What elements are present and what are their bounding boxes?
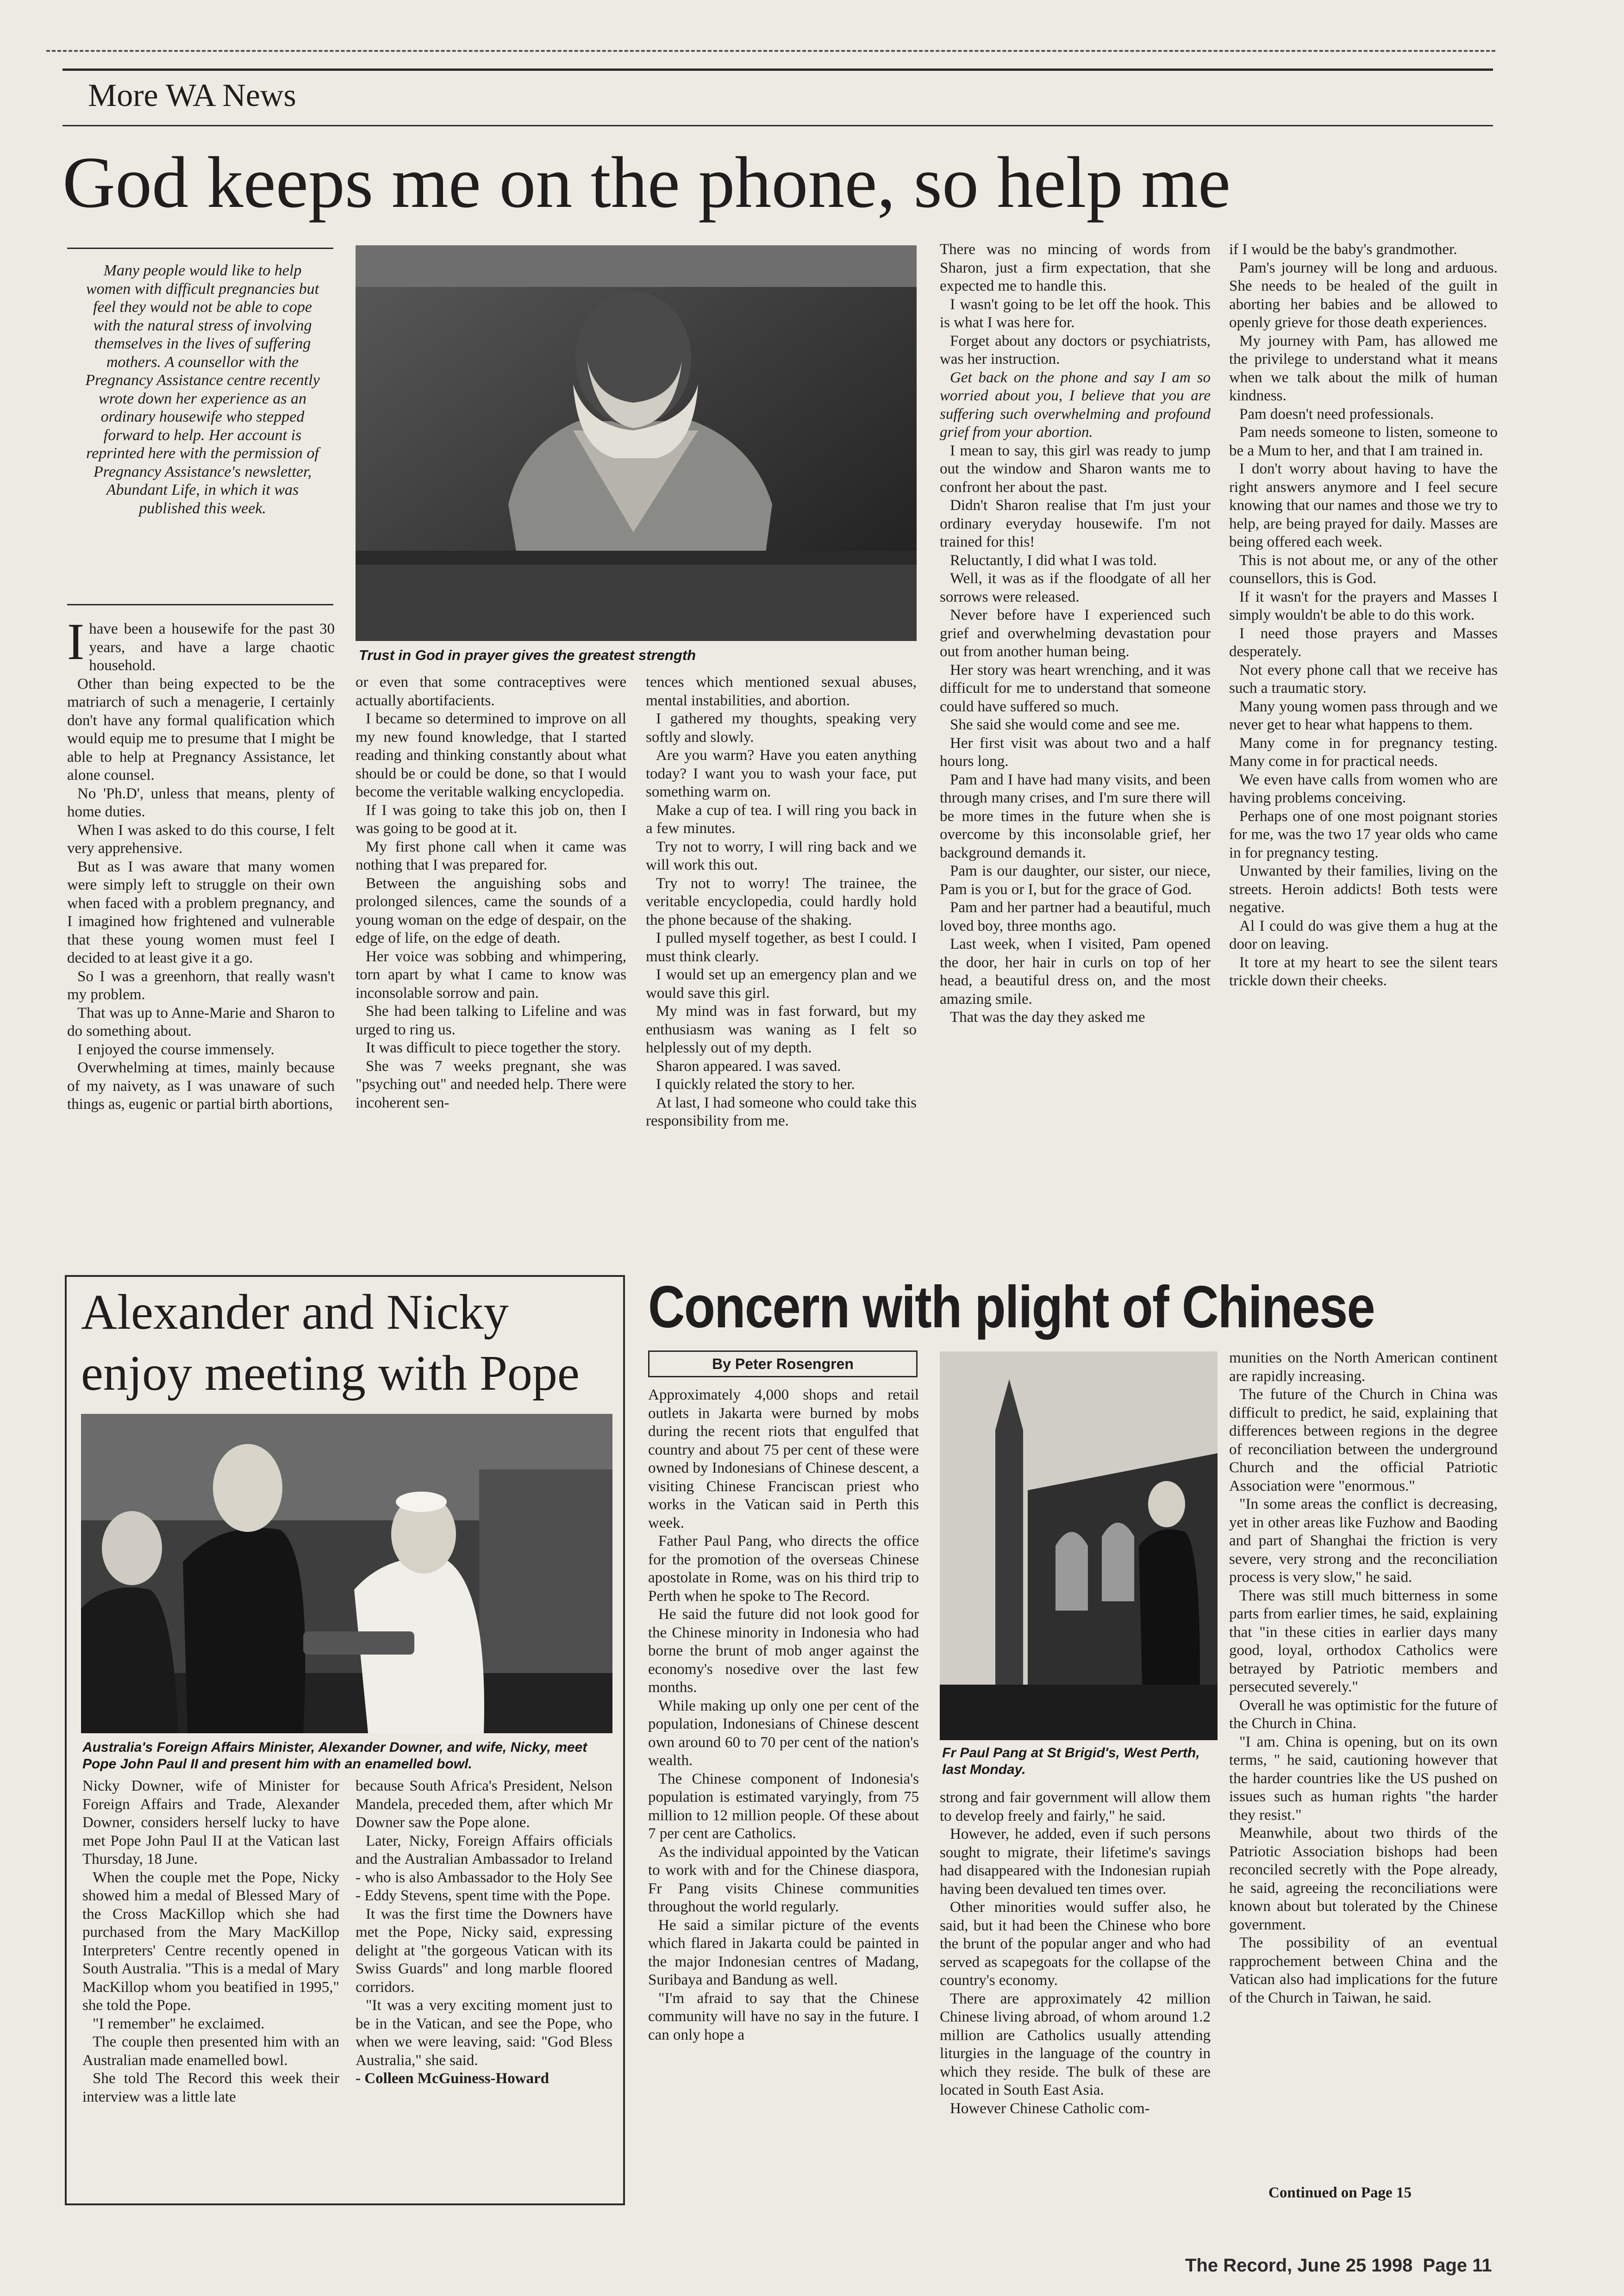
story1-col2-para: She had been talking to Lifeline and was urged to ring us. bbox=[356, 1003, 626, 1038]
story3-col3-para: There was still much bitterness in some parts from earlier times, he said, explaining that "in these cities in earlier days many good, loyal, orthodox Catholics were betrayed by Patriotic members and persecuted severely." bbox=[1229, 1587, 1498, 1695]
story2-col1-para: The couple then presented him with an Australian made enamelled bowl. bbox=[82, 2034, 339, 2069]
story3-column-1 bbox=[648, 1386, 919, 2205]
story1-intro: Many people would like to help women with difficult pregnancies but feel they would not be able to cope with the natural stress of involving themselves in the lives of suffering mothers. A counsellor with the Pregnancy Assistance centre recently wrote down her experience as an ordinary housewife who stepped forward to help. Her account is reprinted here with the permission of Pregnancy Assistance's newsletter, Abundant Life, in which it was published this week. bbox=[85, 262, 320, 517]
story1-col1-para: Overwhelming at times, mainly because of my naivety, as I was unaware of such things as, eugenic or partial birth abortions, bbox=[67, 1059, 335, 1113]
story1-col2-para: It was difficult to piece together the story. bbox=[366, 1039, 621, 1056]
top-dashed-rule bbox=[46, 50, 1495, 52]
story1-dropcap: I bbox=[67, 620, 85, 671]
story3-col2-para: There are approximately 42 million Chinese living abroad, of whom around 1.2 million are Catholics usually attending liturgies in the language of the country in which they reside. The bulk of these are located in South East Asia. bbox=[940, 1990, 1211, 2098]
pope-meeting-photo bbox=[81, 1414, 612, 1733]
story1-col1-para: But as I was aware that many women were simply left to struggle on their own when faced with a problem pregnancy, and I imagined how frightened and vulnerable that these young women must feel I decided to at least give it a go. bbox=[67, 858, 335, 966]
story1-headline: God keeps me on the phone, so help me bbox=[62, 142, 1231, 223]
story1-col3-para: Are you warm? Have you eaten anything today? I want you to wash your face, put something warm on. bbox=[646, 747, 917, 800]
story1-col2-para: Her voice was sobbing and whimpering, torn apart by what I came to know was inconsolable sorrow and pain. bbox=[356, 948, 626, 1002]
section-bottom-rule bbox=[62, 125, 1493, 126]
story3-column-2 bbox=[940, 1789, 1211, 2205]
continued-notice[interactable]: Continued on Page 15 bbox=[1268, 2184, 1412, 2201]
story1-col3-para: At last, I had someone who could take this responsibility from me. bbox=[646, 1094, 917, 1129]
story3-col3-para: Overall he was optimistic for the future of the Church in China. bbox=[1229, 1697, 1498, 1732]
story1-col1-para: That was up to Anne-Marie and Sharon to do something about. bbox=[67, 1004, 335, 1039]
story1-col1-para: have been a housewife for the past 30 years, and have a large chaotic household. bbox=[89, 621, 335, 674]
story1-col3-para: Sharon appeared. I was saved. bbox=[656, 1058, 841, 1075]
story1-col2-para: She was 7 weeks pregnant, she was "psyching out" and needed help. There were incoherent sen- bbox=[356, 1058, 626, 1111]
story2-col1-para: "I remember" he exclaimed. bbox=[93, 2015, 265, 2032]
story1-col3-para: I quickly related the story to her. bbox=[656, 1076, 855, 1093]
story1-col4-para: I wasn't going to be let off the hook. This is what I was here for. bbox=[940, 296, 1211, 331]
story2-col2-para: because South Africa's President, Nelson Mandela, preceded them, after which Mr Downer saw the Pope alone. bbox=[356, 1778, 612, 1831]
story1-col4-para: Pam and I have had many visits, and been through many crises, and I'm sure there will be more times in the future when she is overcome by this inconsolable grief, her background demands it. bbox=[940, 771, 1211, 861]
story1-col1-para: Other than being expected to be the matriarch of such a menagerie, I certainly don't have any formal qualification which would equip me to presume that I might be able to help at Pregnancy Assistance, let alone counsel. bbox=[67, 675, 335, 784]
story2-col2-para: "It was a very exciting moment just to be in the Vatican, and see the Pope, who when we were leaving, said: "God Bless Australia," she said. bbox=[356, 1997, 612, 2069]
fr-paul-pang-photo bbox=[940, 1351, 1218, 1740]
story2-photo-caption: Australia's Foreign Affairs Minister, Alexander Downer, and wife, Nicky, meet Pope John Paul II and present him with an enamelled bowl. bbox=[82, 1740, 587, 1772]
page-footer: The Record, June 25 1998 Page 11 bbox=[1185, 2255, 1492, 2276]
story1-col3-para: I would set up an emergency plan and we would save this girl. bbox=[646, 966, 917, 1002]
story3-col1-para: While making up only one per cent of the population, Indonesians of Chinese descent own around 60 to 70 per cent of the nation's wealth. bbox=[648, 1697, 919, 1769]
story3-col3-para: The possibility of an eventual rapprochement between China and the Vatican also had implications for the future of the Church in Taiwan, he said. bbox=[1229, 1935, 1498, 2006]
story1-col1-para: I enjoyed the course immensely. bbox=[77, 1041, 275, 1058]
story3-col3-para: munities on the North American continent are rapidly increasing. bbox=[1229, 1350, 1498, 1385]
story3-col2-para: Other minorities would suffer also, he said, but it had been the Chinese who bore the brunt of the popular anger and who had served as scapegoats for the collapse of the country's economy. bbox=[940, 1899, 1211, 1989]
story3-col1-para: Father Paul Pang, who directs the office for the promotion of the overseas Chinese apostolate in Rome, was on his third trip to Perth when he spoke to The Record. bbox=[648, 1533, 919, 1605]
story3-col1-para: The Chinese component of Indonesia's population is estimated varyingly, from 75 million to 12 million people. Of these about 7 per cent are Catholics. bbox=[648, 1770, 919, 1842]
story2-col1-para: Nicky Downer, wife of Minister for Foreign Affairs and Trade, Alexander Downer, considers herself lucky to have met Pope John Paul II at the Vatican last Thursday, 18 June. bbox=[82, 1778, 339, 1867]
story1-col3-para: Try not to worry! The trainee, the veritable encyclopedia, could hardly hold the phone because of the shaking. bbox=[646, 875, 917, 928]
story3-col3-para: Meanwhile, about two thirds of the Patriotic Association bishops had been reconciled secretly with the Pope already, he said, agreeing the reconciliations were known about but tolerated by the Chinese government. bbox=[1229, 1825, 1498, 1933]
story1-col3-para: Make a cup of tea. I will ring you back in a few minutes. bbox=[646, 802, 917, 837]
story1-col3-para: I pulled myself together, as best I could. I must think clearly. bbox=[646, 930, 917, 965]
story1-col5-para: Many come in for pregnancy testing. Many come in for practical needs. bbox=[1229, 734, 1498, 770]
story2-headline-line1: Alexander and Nicky bbox=[81, 1285, 509, 1340]
story1-col4-para: She said she would come and see me. bbox=[950, 716, 1180, 733]
section-label: More WA News bbox=[88, 78, 296, 113]
story2-column-2 bbox=[356, 1777, 612, 2194]
story1-col4-para: There was no mincing of words from Sharon, just a firm expectation, that she expected me to handle this. bbox=[940, 241, 1211, 294]
story2-headline bbox=[81, 1282, 613, 1404]
story1-col2-para: Between the anguishing sobs and prolonged silences, came the sounds of a young woman on the edge of despair, on the edge of life, on the edge of death. bbox=[356, 875, 626, 946]
story1-col2-para: or even that some contraceptives were actually abortifacients. bbox=[356, 674, 626, 709]
story1-col4-para: Never before have I experienced such grief and overwhelming devastation pour out from another human being. bbox=[940, 607, 1211, 660]
story1-photo-caption: Trust in God in prayer gives the greatest strength bbox=[359, 647, 696, 663]
story1-column-3 bbox=[646, 673, 917, 1252]
story1-col5-para: Not every phone call that we receive has such a traumatic story. bbox=[1229, 661, 1498, 697]
story1-col5-para: Al I could do was give them a hug at the door on leaving. bbox=[1229, 917, 1498, 952]
story1-col3-para: I gathered my thoughts, speaking very softly and slowly. bbox=[646, 710, 917, 746]
story2-col1-para: She told The Record this week their interview was a little late bbox=[82, 2070, 339, 2105]
story1-col5-para: We even have calls from women who are having problems conceiving. bbox=[1229, 771, 1498, 806]
story3-col1-para: Approximately 4,000 shops and retail outlets in Jakarta were burned by mobs during the recent riots that engulfed that country and about 75 per cent of these were owned by Indonesians of Chinese descent, a visiting Chinese Franciscan priest who works in the Vatican said in Perth this week. bbox=[648, 1387, 919, 1531]
story1-col5-para: Pam needs someone to listen, someone to be a Mum to her, and that I am trained in. bbox=[1229, 424, 1498, 459]
story1-col2-para: I became so determined to improve on all my new found knowledge, that I started reading and thinking constantly about what should be or could be done, so that I would become the veritable walking encyclopedia. bbox=[356, 710, 626, 800]
story2-col2-para: Later, Nicky, Foreign Affairs officials and the Australian Ambassador to Ireland - who is also Ambassador to the Holy See - Eddy Stevens, spent time with the Pope. bbox=[356, 1832, 612, 1904]
story1-col5-para: Many young women pass through and we never get to hear what happens to them. bbox=[1229, 698, 1498, 733]
praying-woman-photo bbox=[356, 245, 917, 641]
story1-col5-para: if I would be the baby's grandmother. bbox=[1229, 241, 1457, 258]
story3-col3-para: "I am. China is opening, but on its own terms, " he said, cautioning however that the harder countries like the US pushed on issues such as human rights "the harder they resist." bbox=[1229, 1733, 1498, 1823]
story3-byline: By Peter Rosengren bbox=[648, 1350, 918, 1377]
story3-photo-caption: Fr Paul Pang at St Brigid's, West Perth, last Monday. bbox=[942, 1745, 1200, 1777]
story1-col4-para: Didn't Sharon realise that I'm just your ordinary everyday housewife. I'm not trained for this! bbox=[940, 497, 1211, 550]
story1-col1-para: When I was asked to do this course, I felt very apprehensive. bbox=[67, 821, 335, 857]
story1-col4-para: Forget about any doctors or psychiatrists, was her instruction. bbox=[940, 332, 1211, 367]
story1-col4-para: That was the day they asked me bbox=[950, 1009, 1145, 1026]
story1-column-1 bbox=[67, 620, 335, 1250]
story1-col4-para: I mean to say, this girl was ready to jump out the window and Sharon wants me to confront her about the past. bbox=[940, 442, 1211, 496]
story1-col5-para: This is not about me, or any of the other counsellors, this is God. bbox=[1229, 552, 1498, 587]
story2-signoff: - Colleen McGuiness-Howard bbox=[356, 2070, 549, 2087]
story3-col1-para: He said a similar picture of the events which flared in Jakarta could be painted in the major Indonesian centres of Madang, Suribaya and Bandung as well. bbox=[648, 1916, 919, 1988]
story1-col5-para: Unwanted by their families, living on the streets. Heroin addicts! Both tests were negative. bbox=[1229, 863, 1498, 916]
story1-col4-para: Her first visit was about two and a half hours long. bbox=[940, 734, 1211, 770]
story2-column-1 bbox=[82, 1777, 339, 2194]
story1-col3-para: tences which mentioned sexual abuses, mental instabilities, and abortion. bbox=[646, 674, 917, 709]
story1-col2-para: My first phone call when it came was nothing that I was prepared for. bbox=[356, 838, 626, 873]
story1-col5-para: It tore at my heart to see the silent tears trickle down their cheeks. bbox=[1229, 954, 1498, 989]
story3-column-3 bbox=[1229, 1349, 1498, 2168]
story1-column-2 bbox=[356, 673, 626, 1252]
story3-col1-para: As the individual appointed by the Vatican to work with and for the Chinese diaspora, Fr Pang visits Chinese communities throughout the world regularly. bbox=[648, 1843, 919, 1915]
story1-col1-para: So I was a greenhorn, that really wasn't my problem. bbox=[67, 968, 335, 1003]
story3-headline: Concern with plight of Chinese bbox=[648, 1274, 1375, 1340]
story1-col5-para: My journey with Pam, has allowed me the privilege to understand what it means when we talk about the milk of human kindness. bbox=[1229, 332, 1498, 404]
story1-col1-para: No 'Ph.D', unless that means, plenty of home duties. bbox=[67, 785, 335, 820]
story1-col3-para: Try not to worry, I will ring back and we will work this out. bbox=[646, 838, 917, 873]
story1-column-5 bbox=[1229, 241, 1498, 1254]
story1-col5-para: Pam doesn't need professionals. bbox=[1239, 405, 1434, 423]
story1-col5-para: I don't worry about having to have the right answers anymore and I feel secure knowing that our names and those we try to help, are being prayed for daily. Masses are being offered each week. bbox=[1229, 460, 1498, 550]
story3-col2-para: strong and fair government will allow them to develop freely and fairly," he said. bbox=[940, 1789, 1211, 1824]
story2-col1-para: When the couple met the Pope, Nicky showed him a medal of Blessed Mary of the Cross MacKillop which she had purchased from the Mary MacKillop Interpreters' Centre recently opened in South Australia. "This is a medal of Mary MacKillop whom you beatified in 1995," she told the Pope. bbox=[82, 1869, 339, 2014]
story3-col3-para: The future of the Church in China was difficult to predict, he said, explaining that differences between regions in the degree of reconciliation between the underground Church and the official Patriotic Association were "enormous." bbox=[1229, 1386, 1498, 1494]
story1-col4-italic-para: Get back on the phone and say I am so worried about you, I believe that you are suffering such overwhelming and profound grief from your abortion. bbox=[940, 369, 1211, 441]
story3-col1-para: "I'm afraid to say that the Chinese community will have no say in the future. I can only hope a bbox=[648, 1990, 919, 2043]
story1-col2-para: If I was going to take this job on, then I was going to be good at it. bbox=[356, 802, 626, 837]
story1-column-4 bbox=[940, 241, 1211, 1254]
story2-col2-para: It was the first time the Downers have met the Pope, Nicky said, expressing delight at "the gorgeous Vatican with its Swiss Guards" and long marble floored corridors. bbox=[356, 1905, 612, 1996]
story1-col5-para: Perhaps one of one most poignant stories for me, was the two 17 year olds who came in for pregnancy testing. bbox=[1229, 808, 1498, 861]
section-top-rule bbox=[62, 68, 1493, 71]
story1-col3-para: My mind was in fast forward, but my enthusiasm was waning as I felt so helplessly out of my depth. bbox=[646, 1003, 917, 1056]
story3-col1-para: He said the future did not look good for the Chinese minority in Indonesia who had borne the brunt of mob anger against the economy's nosedive over the last few months. bbox=[648, 1606, 919, 1696]
story1-col4-para: Pam is our daughter, our sister, our niece, Pam is you or I, but for the grace of God. bbox=[940, 863, 1211, 898]
story3-col2-para: However Chinese Catholic com- bbox=[950, 2100, 1150, 2117]
story1-col5-para: I need those prayers and Masses desperately. bbox=[1229, 625, 1498, 660]
story2-headline-line2: enjoy meeting with Pope bbox=[81, 1346, 580, 1401]
intro-bottom-rule bbox=[67, 604, 333, 605]
story3-col3-para: "In some areas the conflict is decreasing, yet in other areas like Fuzhow and Baoding and part of Shanghai the friction is very severe, very strong and the reconciliation process is very slow," he said. bbox=[1229, 1496, 1498, 1586]
story1-col4-para: Last week, when I visited, Pam opened the door, her hair in curls on top of her head, a beautiful dress on, and the most amazing smile. bbox=[940, 936, 1211, 1008]
story3-col2-para: However, he added, even if such persons sought to migrate, their lifetime's savings had disappeared with the Indonesian rupiah having been devalued ten times over. bbox=[940, 1826, 1211, 1898]
story1-col4-para: Her story was heart wrenching, and it was difficult for me to understand that someone could have suffered so much. bbox=[940, 661, 1211, 715]
story1-col4-para: Reluctantly, I did what I was told. bbox=[950, 552, 1157, 569]
intro-top-rule bbox=[67, 248, 333, 249]
story1-col5-para: If it wasn't for the prayers and Masses I simply wouldn't be able to do this work. bbox=[1229, 588, 1498, 623]
story1-col4-para: Pam and her partner had a beautiful, much loved boy, three months ago. bbox=[940, 899, 1211, 934]
story1-col5-para: Pam's journey will be long and arduous. She needs to be healed of the guilt in aborting her babies and be allowed to openly grieve for those death experiences. bbox=[1229, 259, 1498, 331]
story1-col4-para: Well, it was as if the floodgate of all her sorrows were released. bbox=[940, 570, 1211, 605]
